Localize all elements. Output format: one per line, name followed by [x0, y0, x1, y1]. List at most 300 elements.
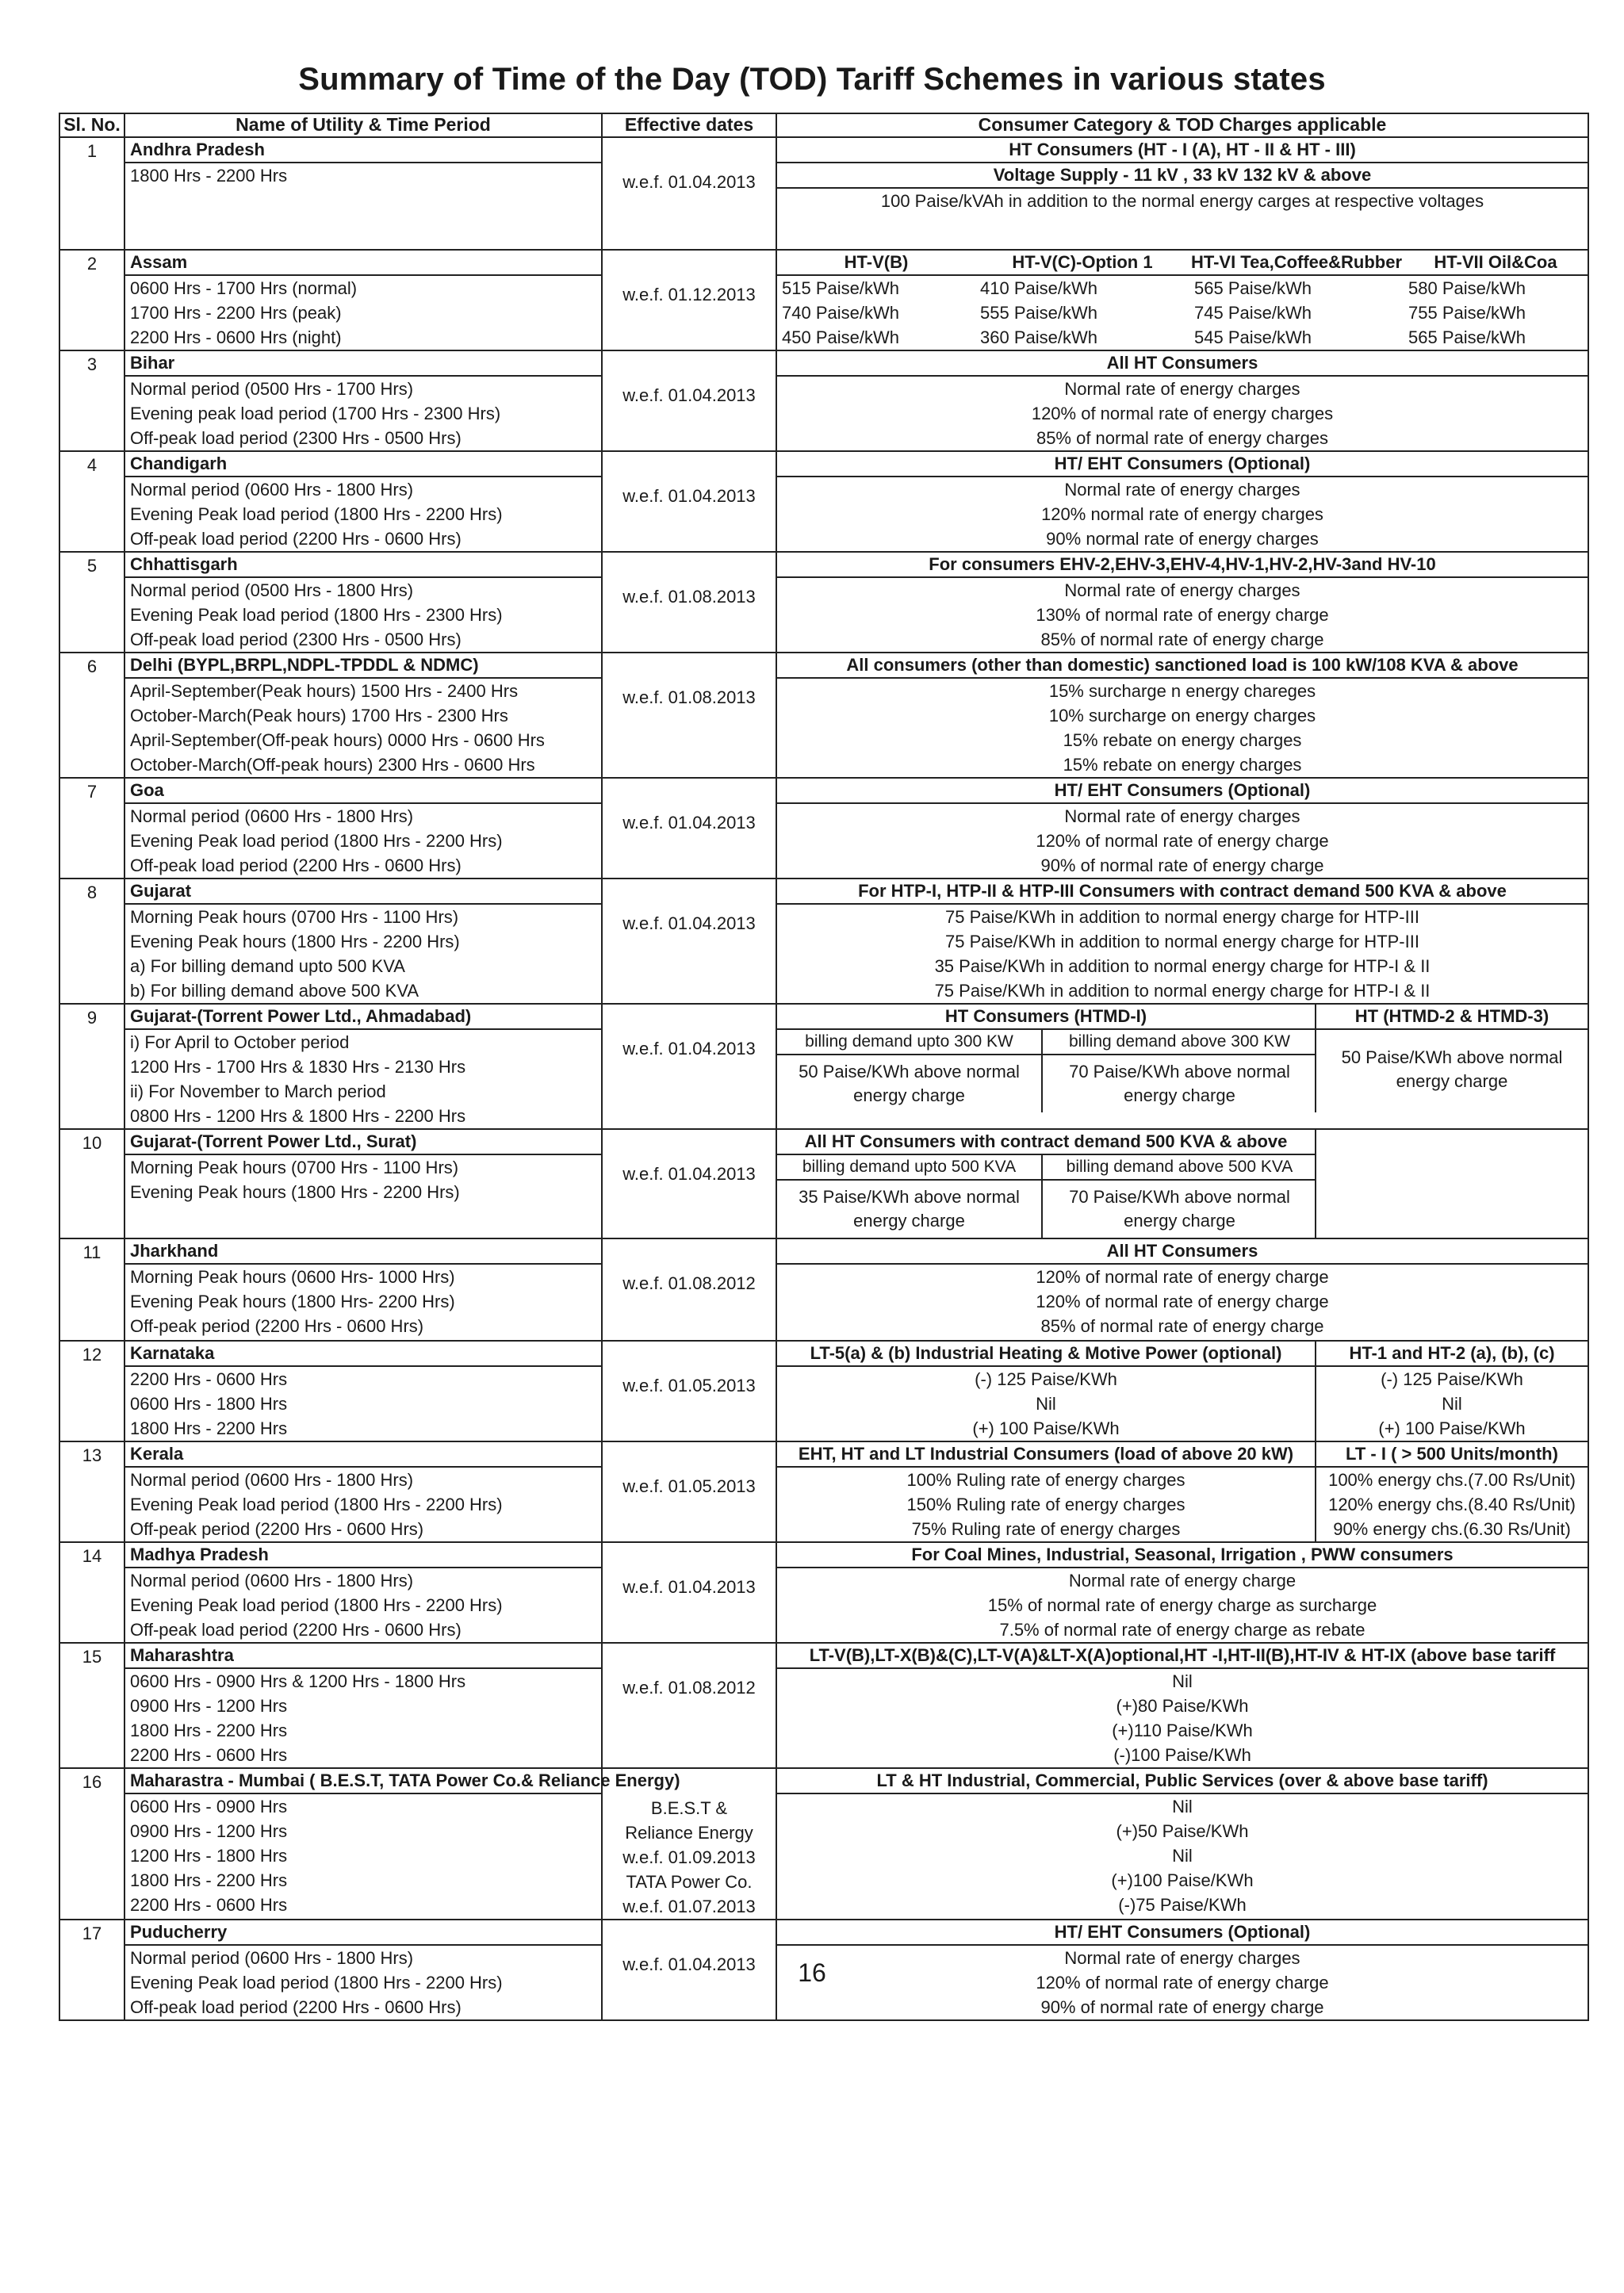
effective-date-cell: [602, 1643, 776, 1768]
billing-charge: 70 Paise/KWh above normal energy charge: [1069, 1062, 1290, 1105]
tod-charge: 120% normal rate of energy charges: [1041, 504, 1323, 524]
time-period: Normal period (0600 Hrs - 1800 Hrs): [130, 1571, 414, 1591]
table-row: [59, 879, 1588, 1004]
rate-value: 410 Paise/kWh: [980, 278, 1097, 298]
effective-date-cell: [602, 653, 776, 778]
sl-no-cell: [59, 879, 124, 1004]
time-period: a) For billing demand upto 500 KVA: [130, 956, 405, 976]
time-period: 1800 Hrs - 2200 Hrs: [130, 1418, 288, 1438]
billing-subgroup: [777, 1030, 1043, 1112]
effective-date-lines: [603, 1769, 776, 1919]
table-header-row: [59, 113, 1588, 137]
utility-name: Maharashtra: [125, 1644, 601, 1669]
tod-charge: (-) 125 Paise/KWh: [1381, 1369, 1523, 1389]
table-row: [59, 1129, 1588, 1238]
effective-date-cell: [602, 250, 776, 350]
table-row: [59, 350, 1588, 451]
consumer-cell: [776, 451, 1588, 552]
rate-value: 545 Paise/kWh: [1194, 327, 1312, 347]
effective-date-cell: [602, 1542, 776, 1643]
table-row: [59, 250, 1588, 350]
time-period: 1200 Hrs - 1700 Hrs & 1830 Hrs - 2130 Hrs: [130, 1057, 466, 1077]
table-row: [59, 1004, 1588, 1129]
time-period: Morning Peak hours (0700 Hrs - 1100 Hrs): [130, 907, 459, 927]
billing-demand-label: billing demand upto 500 KVA: [777, 1155, 1041, 1181]
time-period: Off-peak load period (2200 Hrs - 0600 Hrs): [130, 1620, 462, 1640]
time-period: ii) For November to March period: [130, 1081, 386, 1101]
sl-no-cell: [59, 1129, 124, 1238]
table-row: [59, 1441, 1588, 1542]
effective-date-line: w.e.f. 01.09.2013: [622, 1847, 756, 1867]
consumer-split: [777, 1342, 1588, 1441]
consumer-cell: [776, 1441, 1588, 1542]
time-period: 2200 Hrs - 0600 Hrs (night): [130, 327, 342, 347]
time-period: Morning Peak hours (0700 Hrs - 1100 Hrs): [130, 1158, 459, 1177]
tod-charge: Normal rate of energy charges: [1064, 580, 1300, 600]
sl-no-cell: [59, 1768, 124, 1920]
sl-no-cell: [59, 653, 124, 778]
utility-cell: [124, 778, 602, 879]
time-period: Evening Peak load period (1800 Hrs - 2300 Hrs): [130, 605, 503, 625]
table-row: [59, 451, 1588, 552]
effective-date-cell: [602, 137, 776, 250]
effective-date-cell: [602, 778, 776, 879]
time-period: Off-peak load period (2200 Hrs - 0600 Hrs): [130, 1997, 462, 2017]
sl-no-cell: [59, 1643, 124, 1768]
header-sl-no: Sl. No.: [59, 113, 124, 137]
time-period: Off-peak load period (2200 Hrs - 0600 Hrs): [130, 856, 462, 875]
consumer-category-head: HT/ EHT Consumers (Optional): [777, 779, 1588, 804]
time-period: 0900 Hrs - 1200 Hrs: [130, 1696, 288, 1716]
consumer-cell: [776, 1238, 1588, 1341]
table-row: [59, 778, 1588, 879]
tod-charge: 75 Paise/KWh in addition to normal energy charge for HTP-III: [945, 932, 1419, 951]
sl-no: 15: [82, 1647, 102, 1667]
tod-charge: 120% of normal rate of energy charge: [1036, 1973, 1329, 1992]
category-header: HT-V(B): [777, 251, 975, 276]
time-period: 0900 Hrs - 1200 Hrs: [130, 1821, 288, 1841]
table-row: [59, 653, 1588, 778]
consumer-category-head-2: HT (HTMD-2 & HTMD-3): [1316, 1005, 1588, 1030]
rate-grid: [777, 251, 1588, 350]
sl-no-cell: [59, 350, 124, 451]
utility-name: Kerala: [125, 1442, 601, 1468]
effective-date-line: TATA Power Co.: [626, 1872, 753, 1892]
tod-charge: 85% of normal rate of energy charge: [1040, 1316, 1324, 1336]
time-period: 0600 Hrs - 1700 Hrs (normal): [130, 278, 358, 298]
consumer-category-head: LT-V(B),LT-X(B)&(C),LT-V(A)&LT-X(A)optional,HT -I,HT-II(B),HT-IV & HT-IX (above base tariff: [777, 1644, 1588, 1669]
time-period: Off-peak period (2200 Hrs - 0600 Hrs): [130, 1316, 424, 1336]
consumer-right: [1316, 1442, 1588, 1541]
time-period: April-September(Peak hours) 1500 Hrs - 2400 Hrs: [130, 681, 519, 701]
tod-charge: 75% Ruling rate of energy charges: [911, 1519, 1181, 1539]
tod-charge: 150% Ruling rate of energy charges: [906, 1495, 1185, 1514]
consumer-category-head-2: HT-1 and HT-2 (a), (b), (c): [1316, 1342, 1588, 1367]
consumer-category-head: HT/ EHT Consumers (Optional): [777, 1920, 1588, 1946]
utility-name: Assam: [125, 251, 601, 276]
tod-charge: Nil: [1036, 1394, 1056, 1414]
consumer-left: [777, 1130, 1316, 1238]
consumer-category-head: For Coal Mines, Industrial, Seasonal, Irrigation , PWW consumers: [777, 1543, 1588, 1568]
time-period: October-March(Off-peak hours) 2300 Hrs - 0600 Hrs: [130, 755, 535, 775]
consumer-category-head: LT & HT Industrial, Commercial, Public Services (over & above base tariff): [777, 1769, 1588, 1794]
consumer-split: [777, 1005, 1588, 1112]
tod-charge: 90% normal rate of energy charges: [1046, 529, 1319, 549]
effective-date-cell: [602, 1129, 776, 1238]
effective-date: w.e.f. 01.05.2013: [622, 1376, 756, 1395]
time-period: Normal period (0600 Hrs - 1800 Hrs): [130, 1948, 414, 1968]
time-period: Evening Peak hours (1800 Hrs - 2200 Hrs): [130, 932, 460, 951]
utility-cell: [124, 1004, 602, 1129]
tod-charge: Normal rate of energy charges: [1064, 1948, 1300, 1968]
time-period: 1200 Hrs - 1800 Hrs: [130, 1846, 288, 1866]
time-period: 0600 Hrs - 1800 Hrs: [130, 1394, 288, 1414]
utility-cell: [124, 653, 602, 778]
tod-charge: 100% energy chs.(7.00 Rs/Unit): [1328, 1470, 1576, 1490]
tod-charge: 15% of normal rate of energy charge as surcharge: [987, 1595, 1377, 1615]
effective-date-line: Reliance Energy: [625, 1823, 753, 1843]
time-period: Normal period (0600 Hrs - 1800 Hrs): [130, 806, 414, 826]
tod-charge: (+) 100 Paise/KWh: [972, 1418, 1120, 1438]
rate-value: 580 Paise/kWh: [1408, 278, 1526, 298]
tod-charge: 15% surcharge n energy chareges: [1048, 681, 1316, 701]
utility-name: Puducherry: [125, 1920, 601, 1946]
tod-charge: (+)80 Paise/KWh: [1116, 1696, 1249, 1716]
sl-no: 7: [86, 782, 98, 802]
rate-value: 740 Paise/kWh: [782, 303, 899, 323]
sl-no-cell: [59, 778, 124, 879]
utility-cell: [124, 1238, 602, 1341]
rate-value: 360 Paise/kWh: [980, 327, 1097, 347]
utility-cell: [124, 552, 602, 653]
time-period: 0600 Hrs - 0900 Hrs & 1200 Hrs - 1800 Hrs: [130, 1671, 466, 1691]
sl-no-cell: [59, 1542, 124, 1643]
utility-name: Madhya Pradesh: [125, 1543, 601, 1568]
page-number: 16: [798, 1958, 826, 1987]
tod-charge: Normal rate of energy charges: [1064, 379, 1300, 399]
time-period: 0600 Hrs - 0900 Hrs: [130, 1797, 288, 1816]
consumer-left: [777, 1005, 1316, 1112]
effective-date: w.e.f. 01.04.2013: [622, 385, 756, 405]
time-period: Normal period (0500 Hrs - 1700 Hrs): [130, 379, 414, 399]
page-title: Summary of Time of the Day (TOD) Tariff Schemes in various states: [298, 62, 1326, 97]
tod-charge: 100% Ruling rate of energy charges: [906, 1470, 1185, 1490]
rate-value: 565 Paise/kWh: [1194, 278, 1312, 298]
time-period: 0800 Hrs - 1200 Hrs & 1800 Hrs - 2200 Hrs: [130, 1106, 466, 1126]
time-period: Evening Peak load period (1800 Hrs - 2200 Hrs): [130, 1595, 503, 1615]
consumer-split: [777, 1130, 1588, 1238]
rate-value: 755 Paise/kWh: [1408, 303, 1526, 323]
billing-subgroups: [777, 1030, 1315, 1112]
category-header: HT-VII Oil&Coa: [1404, 251, 1588, 276]
time-period: Off-peak load period (2300 Hrs - 0500 Hrs): [130, 630, 462, 649]
time-period: Normal period (0600 Hrs - 1800 Hrs): [130, 1470, 414, 1490]
effective-date: w.e.f. 01.08.2012: [622, 1678, 756, 1698]
effective-date-line: B.E.S.T &: [650, 1798, 728, 1818]
sl-no: 13: [82, 1445, 102, 1465]
consumer-cell: [776, 1768, 1588, 1920]
billing-charge: 70 Paise/KWh above normal energy charge: [1069, 1187, 1290, 1231]
consumer-category-head: All HT Consumers: [777, 1239, 1588, 1265]
utility-cell: [124, 1441, 602, 1542]
tod-charge: 90% of normal rate of energy charge: [1040, 856, 1324, 875]
time-period: b) For billing demand above 500 KVA: [130, 981, 419, 1001]
header-utility-name: Name of Utility & Time Period: [124, 113, 602, 137]
consumer-cell: [776, 1004, 1588, 1129]
consumer-category-head: HT Consumers (HT - I (A), HT - II & HT - III): [777, 138, 1588, 163]
effective-date: w.e.f. 01.08.2013: [622, 587, 756, 607]
effective-date: w.e.f. 01.04.2013: [622, 486, 756, 506]
consumer-category-head: For HTP-I, HTP-II & HTP-III Consumers with contract demand 500 KVA & above: [777, 879, 1588, 905]
utility-name: Andhra Pradesh: [125, 138, 601, 163]
consumer-category-head: For consumers EHV-2,EHV-3,EHV-4,HV-1,HV-2,HV-3and HV-10: [777, 553, 1588, 578]
sl-no-cell: [59, 1341, 124, 1441]
effective-date-cell: [602, 1238, 776, 1341]
billing-charge: 35 Paise/KWh above normal energy charge: [799, 1187, 1020, 1231]
time-period: 2200 Hrs - 0600 Hrs: [130, 1745, 288, 1765]
consumer-category-head: All HT Consumers with contract demand 500 KVA & above: [777, 1130, 1315, 1155]
time-period: 1800 Hrs - 2200 Hrs: [130, 1721, 288, 1740]
consumer-right: [1316, 1342, 1588, 1441]
rate-value: 515 Paise/kWh: [782, 278, 899, 298]
sl-no: 9: [86, 1008, 98, 1028]
consumer-category-head: All consumers (other than domestic) sanctioned load is 100 kW/108 KVA & above: [777, 653, 1588, 679]
effective-date-cell: [602, 1341, 776, 1441]
rate-value: 450 Paise/kWh: [782, 327, 899, 347]
sl-no: 6: [86, 657, 98, 676]
effective-date-cell: [602, 879, 776, 1004]
time-period: Evening peak load period (1700 Hrs - 2300 Hrs): [130, 404, 501, 423]
utility-cell: [124, 350, 602, 451]
time-period: 2200 Hrs - 0600 Hrs: [130, 1369, 288, 1389]
consumer-cell: [776, 552, 1588, 653]
utility-cell: [124, 137, 602, 250]
effective-date-cell: [602, 350, 776, 451]
sl-no: 8: [86, 882, 98, 902]
tod-charge: Normal rate of energy charges: [1064, 806, 1300, 826]
effective-date: w.e.f. 01.04.2013: [622, 1164, 756, 1184]
tod-charge: 120% of normal rate of energy charge: [1036, 1292, 1329, 1311]
tod-charge: Normal rate of energy charges: [1064, 480, 1300, 500]
utility-cell: [124, 1341, 602, 1441]
table-row: [59, 1768, 1588, 1920]
sl-no-cell: [59, 250, 124, 350]
utility-name: Bihar: [125, 351, 601, 377]
effective-date: w.e.f. 01.04.2013: [622, 813, 756, 833]
consumer-category-head: All HT Consumers: [777, 351, 1588, 377]
sl-no-cell: [59, 137, 124, 250]
utility-cell: [124, 451, 602, 552]
utility-name: Maharastra - Mumbai ( B.E.S.T, TATA Power Co.& Reliance Energy): [125, 1769, 601, 1794]
tod-charge: 120% of normal rate of energy charge: [1036, 831, 1329, 851]
table-row: [59, 1542, 1588, 1643]
tod-charge: 75 Paise/KWh in addition to normal energy charge for HTP-I & II: [934, 981, 1431, 1001]
sl-no-cell: [59, 1441, 124, 1542]
utility-name: Karnataka: [125, 1342, 601, 1367]
consumer-left: [777, 1342, 1316, 1441]
utility-cell: [124, 1542, 602, 1643]
utility-cell: [124, 1643, 602, 1768]
sl-no: 10: [82, 1133, 102, 1153]
category-header: HT-V(C)-Option 1: [975, 251, 1189, 276]
time-period: Evening Peak load period (1800 Hrs - 2200 Hrs): [130, 1495, 503, 1514]
tod-charge: 90% of normal rate of energy charge: [1040, 1997, 1324, 2017]
effective-date-cell: [602, 552, 776, 653]
consumer-left: [777, 1442, 1316, 1541]
time-period: Off-peak period (2200 Hrs - 0600 Hrs): [130, 1519, 424, 1539]
tod-charge: 85% of normal rate of energy charge: [1040, 630, 1324, 649]
billing-demand-label: billing demand above 300 KW: [1043, 1030, 1316, 1055]
billing-charge: 50 Paise/KWh above normal energy charge: [799, 1062, 1020, 1105]
utility-name: Gujarat-(Torrent Power Ltd., Surat): [125, 1130, 601, 1155]
table-body: [59, 137, 1588, 2020]
utility-name: Chandigarh: [125, 452, 601, 477]
time-period: Evening Peak load period (1800 Hrs - 2200 Hrs): [130, 1973, 503, 1992]
consumer-category-head: LT-5(a) & (b) Industrial Heating & Motive Power (optional): [777, 1342, 1315, 1367]
time-period: Off-peak load period (2200 Hrs - 0600 Hrs): [130, 529, 462, 549]
table-row: [59, 137, 1588, 250]
consumer-cell: [776, 137, 1588, 250]
sl-no-cell: [59, 1238, 124, 1341]
time-period: 2200 Hrs - 0600 Hrs: [130, 1895, 288, 1915]
effective-date: w.e.f. 01.04.2013: [622, 1039, 756, 1058]
tod-charge: (-)75 Paise/KWh: [1118, 1895, 1247, 1915]
utility-cell: [124, 879, 602, 1004]
time-period: Evening Peak hours (1800 Hrs - 2200 Hrs): [130, 1182, 460, 1202]
time-period: 1800 Hrs - 2200 Hrs: [130, 1870, 288, 1890]
table-row: [59, 552, 1588, 653]
tod-charge: (+)100 Paise/KWh: [1111, 1870, 1254, 1890]
effective-date: w.e.f. 01.12.2013: [622, 285, 756, 304]
time-period: Evening Peak hours (1800 Hrs- 2200 Hrs): [130, 1292, 455, 1311]
consumer-cell: [776, 350, 1588, 451]
tod-charge: Nil: [1442, 1394, 1462, 1414]
utility-name: Gujarat-(Torrent Power Ltd., Ahmadabad): [125, 1005, 601, 1030]
effective-date: w.e.f. 01.04.2013: [622, 1954, 756, 1974]
time-period: Evening Peak load period (1800 Hrs - 2200 Hrs): [130, 831, 503, 851]
utility-cell: [124, 1768, 680, 1920]
tod-charge: 15% rebate on energy charges: [1063, 730, 1302, 750]
billing-charge: 50 Paise/KWh above normal energy charge: [1341, 1047, 1563, 1091]
utility-name: Jharkhand: [125, 1239, 601, 1265]
tod-charge: 10% surcharge on energy charges: [1048, 706, 1316, 725]
rate-value: 745 Paise/kWh: [1194, 303, 1312, 323]
sl-no-cell: [59, 451, 124, 552]
utility-cell: [124, 250, 602, 350]
effective-date: w.e.f. 01.08.2013: [622, 687, 756, 707]
sl-no: 4: [86, 455, 98, 475]
header-consumer-category: Consumer Category & TOD Charges applicable: [776, 113, 1588, 137]
sl-no: 5: [86, 556, 98, 576]
utility-name: Goa: [125, 779, 601, 804]
effective-date: w.e.f. 01.04.2013: [622, 172, 756, 192]
effective-date-line: w.e.f. 01.07.2013: [622, 1897, 756, 1916]
effective-date: w.e.f. 01.05.2013: [622, 1476, 756, 1496]
consumer-cell: [776, 879, 1588, 1004]
time-period: Off-peak load period (2300 Hrs - 0500 Hrs): [130, 428, 462, 448]
time-period: 1800 Hrs - 2200 Hrs: [130, 166, 288, 186]
rate-value: 555 Paise/kWh: [980, 303, 1097, 323]
table-row: [59, 1341, 1588, 1441]
effective-date: w.e.f. 01.04.2013: [622, 1577, 756, 1597]
sl-no: 2: [86, 254, 98, 274]
tod-charge: 7.5% of normal rate of energy charge as rebate: [999, 1620, 1365, 1640]
effective-date-cell: [602, 1004, 776, 1129]
tod-charge: Normal rate of energy charge: [1068, 1571, 1297, 1591]
utility-name: Delhi (BYPL,BRPL,NDPL-TPDDL & NDMC): [125, 653, 601, 679]
time-period: i) For April to October period: [130, 1032, 350, 1052]
consumer-cell: [776, 1129, 1588, 1238]
tod-charge: (+)110 Paise/KWh: [1112, 1721, 1253, 1740]
sl-no: 17: [82, 1924, 102, 1943]
billing-subgroups: [777, 1155, 1315, 1238]
tod-charge: (-) 125 Paise/KWh: [975, 1369, 1117, 1389]
effective-date-cell: [602, 1441, 776, 1542]
consumer-category-head: HT/ EHT Consumers (Optional): [777, 452, 1588, 477]
consumer-split: [777, 1442, 1588, 1541]
billing-demand-label: billing demand upto 300 KW: [777, 1030, 1041, 1055]
table-row: [59, 1238, 1588, 1341]
time-period: Normal period (0500 Hrs - 1800 Hrs): [130, 580, 414, 600]
tod-charge: (+) 100 Paise/KWh: [1378, 1418, 1526, 1438]
table-row: [59, 1643, 1588, 1768]
time-period: April-September(Off-peak hours) 0000 Hrs - 0600 Hrs: [130, 730, 545, 750]
sl-no-cell: [59, 552, 124, 653]
tod-charge: 130% of normal rate of energy charge: [1036, 605, 1329, 625]
tod-charge: 85% of normal rate of energy charges: [1036, 428, 1329, 448]
sl-no: 3: [86, 354, 98, 374]
sl-no: 12: [82, 1345, 102, 1365]
consumer-cell: [776, 653, 1588, 778]
tod-charge: (-)100 Paise/KWh: [1113, 1745, 1251, 1765]
sl-no: 14: [82, 1546, 102, 1566]
header-effective-dates: Effective dates: [602, 113, 776, 137]
consumer-category-head: HT Consumers (HTMD-I): [777, 1005, 1315, 1030]
consumer-cell: [776, 1341, 1588, 1441]
tod-charge: (+)50 Paise/KWh: [1116, 1821, 1249, 1841]
sl-no: 1: [86, 141, 98, 161]
utility-name: Gujarat: [125, 879, 601, 905]
utility-name: Chhattisgarh: [125, 553, 601, 578]
voltage-supply-head: Voltage Supply - 11 kV , 33 kV 132 kV & above: [777, 163, 1588, 189]
consumer-category-head-2: LT - I ( > 500 Units/month): [1316, 1442, 1588, 1468]
consumer-cell: [776, 250, 1588, 350]
consumer-right: [1316, 1005, 1588, 1112]
tod-charge: 120% of normal rate of energy charges: [1031, 404, 1334, 423]
consumer-cell: [776, 1643, 1588, 1768]
effective-date: w.e.f. 01.08.2012: [622, 1273, 756, 1293]
consumer-cell: [776, 778, 1588, 879]
tod-charge: Nil: [1172, 1797, 1193, 1816]
billing-subgroup: [777, 1155, 1043, 1238]
tod-charge: 120% of normal rate of energy charge: [1036, 1267, 1329, 1287]
billing-subgroup: [1043, 1155, 1316, 1238]
time-period: Morning Peak hours (0600 Hrs- 1000 Hrs): [130, 1267, 455, 1287]
utility-cell: [124, 1129, 602, 1238]
time-period: October-March(Peak hours) 1700 Hrs - 2300 Hrs: [130, 706, 508, 725]
time-period: Normal period (0600 Hrs - 1800 Hrs): [130, 480, 414, 500]
sl-no: 11: [82, 1242, 102, 1262]
time-period: Evening Peak load period (1800 Hrs - 2200 Hrs): [130, 504, 503, 524]
consumer-cell: [776, 1542, 1588, 1643]
billing-subgroup: [1043, 1030, 1316, 1112]
consumer-right: [1316, 1130, 1588, 1238]
sl-no-cell: [59, 1004, 124, 1129]
sl-no: 16: [82, 1772, 102, 1792]
consumer-category-head: EHT, HT and LT Industrial Consumers (load of above 20 kW): [777, 1442, 1315, 1468]
effective-date: w.e.f. 01.04.2013: [622, 913, 756, 933]
tod-tariff-table: [59, 113, 1589, 2021]
